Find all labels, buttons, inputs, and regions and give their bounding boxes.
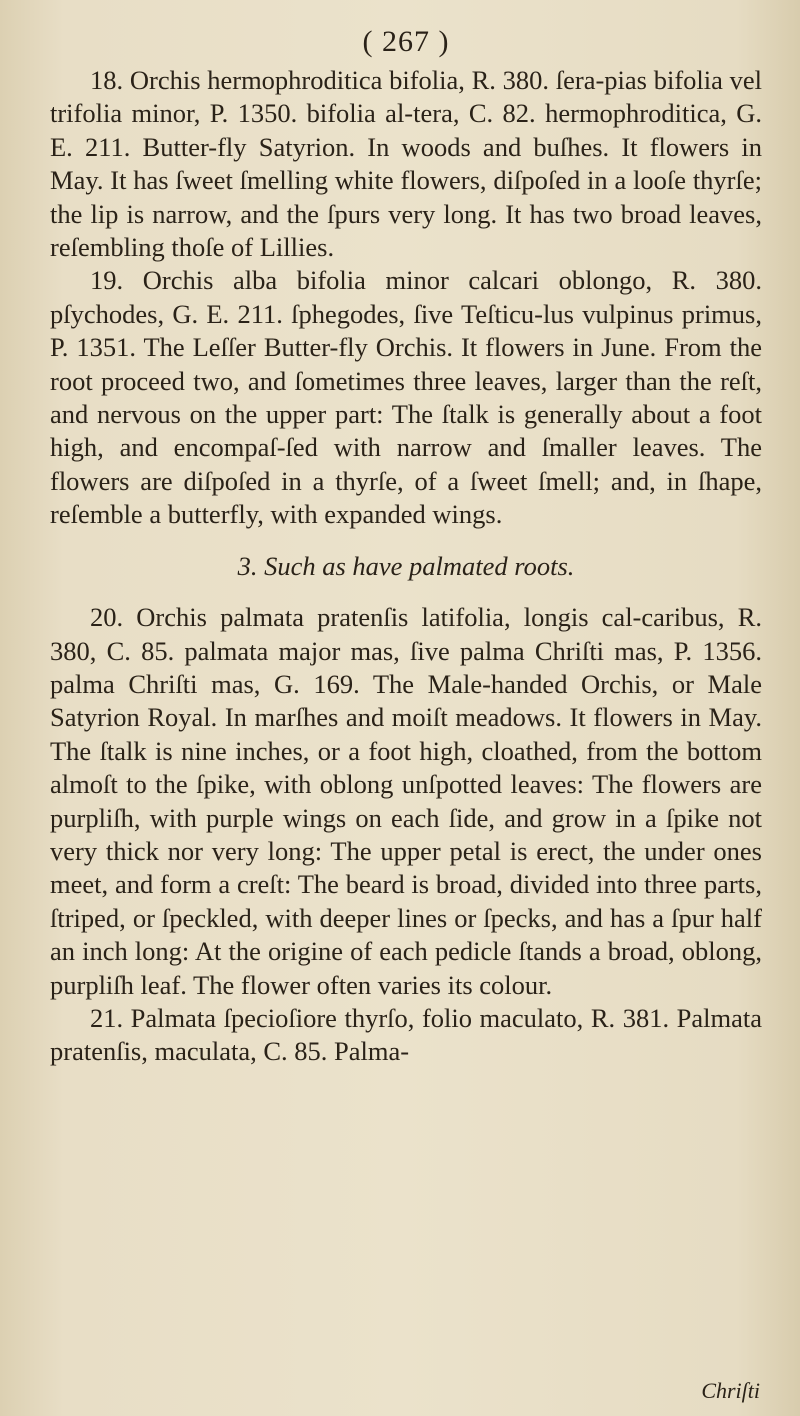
entry-19: 19. Orchis alba bifolia minor calcari oblongo, R. 380. pſychodes, G. E. 211. ſphegodes, ſive Teſticu-lus vulpinus primus, P. 1351. The Leſſer Butter-fly Orchis. It flowers in June. From the root proceed two, and ſometimes three leaves, larger than the reſt, and nervous on the upper part: The ſtalk is generally about a foot high, and encompaſ-ſed with narrow and ſmaller leaves. The flowers are diſpoſed in a thyrſe, of a ſweet ſmell; and, in ſhape, reſemble a butterfly, with expanded wings. xyxy=(50,265,762,530)
entry-18: 18. Orchis hermophroditica bifolia, R. 380. ſera-pias bifolia vel trifolia minor, P. 1350. bifolia al-tera, C. 82. hermophroditica, G. E. 211. Butter-fly Satyrion. In woods and buſhes. It flowers in May. It has ſweet ſmelling white flowers, diſpoſed in a looſe thyrſe; the lip is narrow, and the ſpurs very long. It has two broad leaves, reſembling thoſe of Lillies. xyxy=(50,65,762,263)
entry-20: 20. Orchis palmata pratenſis latifolia, longis cal-caribus, R. 380, C. 85. palmata major mas, ſive palma Chriſti mas, P. 1356. palma Chriſti mas, G. 169. The Male-handed Orchis, or Male Satyrion Royal. In marſhes and moiſt meadows. It flowers in May. The ſtalk is nine inches, or a foot high, cloathed, from the bottom almoſt to the ſpike, with oblong unſpotted leaves: The flowers are purpliſh, with purple wings on each ſide, and grow in a ſpike not very thick nor very long: The upper petal is erect, the under ones meet, and form a creſt: The beard is broad, divided into three parts, ſtriped, or ſpeckled, with deeper lines or ſpecks, and has a ſpur half an inch long: At the origine of each pedicle ſtands a broad, oblong, purpliſh leaf. The flower often varies its colour. xyxy=(50,602,762,1000)
entry-21: 21. Palmata ſpecioſiore thyrſo, folio maculato, R. 381. Palmata pratenſis, maculata, C. 85. Palma- xyxy=(50,1002,762,1067)
page-number: ( 267 ) xyxy=(362,25,450,58)
catchword: Chriſti xyxy=(701,1378,760,1403)
section-heading: 3. Such as have palmated roots. xyxy=(237,550,575,581)
